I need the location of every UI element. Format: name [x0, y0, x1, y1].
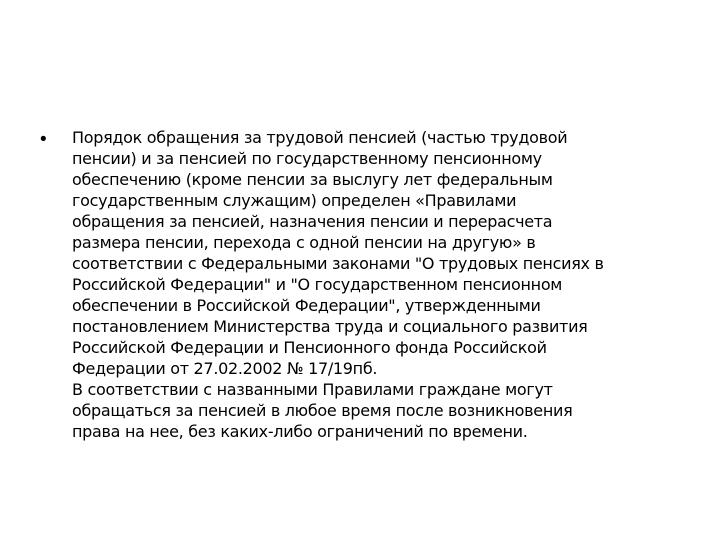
text-line: постановлением Министерства труда и социального развития — [72, 317, 588, 336]
text-line: обращаться за пенсией в любое время после возникновения — [72, 401, 573, 420]
text-line: государственным служащим) определен «Правилами — [72, 191, 517, 210]
bullet-marker: • — [40, 129, 47, 150]
text-line: обеспечении в Российской Федерации", утвержденными — [72, 296, 541, 315]
bullet-paragraph — [40, 127, 690, 442]
text-line: Порядок обращения за трудовой пенсией (частью трудовой — [72, 128, 568, 147]
text-line: размера пенсии, перехода с одной пенсии на другую» в — [72, 233, 536, 252]
text-line: Российской Федерации" и "О государственном пенсионном — [72, 275, 563, 294]
text-line: пенсии) и за пенсией по государственному пенсионному — [72, 149, 542, 168]
text-line: права на нее, без каких-либо ограничений по времени. — [72, 422, 528, 441]
text-line: Федерации от 27.02.2002 № 17/19пб. — [72, 359, 378, 378]
paragraph-text — [72, 127, 690, 442]
text-line: Российской Федерации и Пенсионного фонда Российской — [72, 338, 547, 357]
text-line: соответствии с Федеральными законами "О трудовых пенсиях в — [72, 254, 604, 273]
text-line: В соответствии с названными Правилами граждане могут — [72, 380, 553, 399]
text-line: обращения за пенсией, назначения пенсии и перерасчета — [72, 212, 553, 231]
text-line: обеспечению (кроме пенсии за выслугу лет федеральным — [72, 170, 553, 189]
